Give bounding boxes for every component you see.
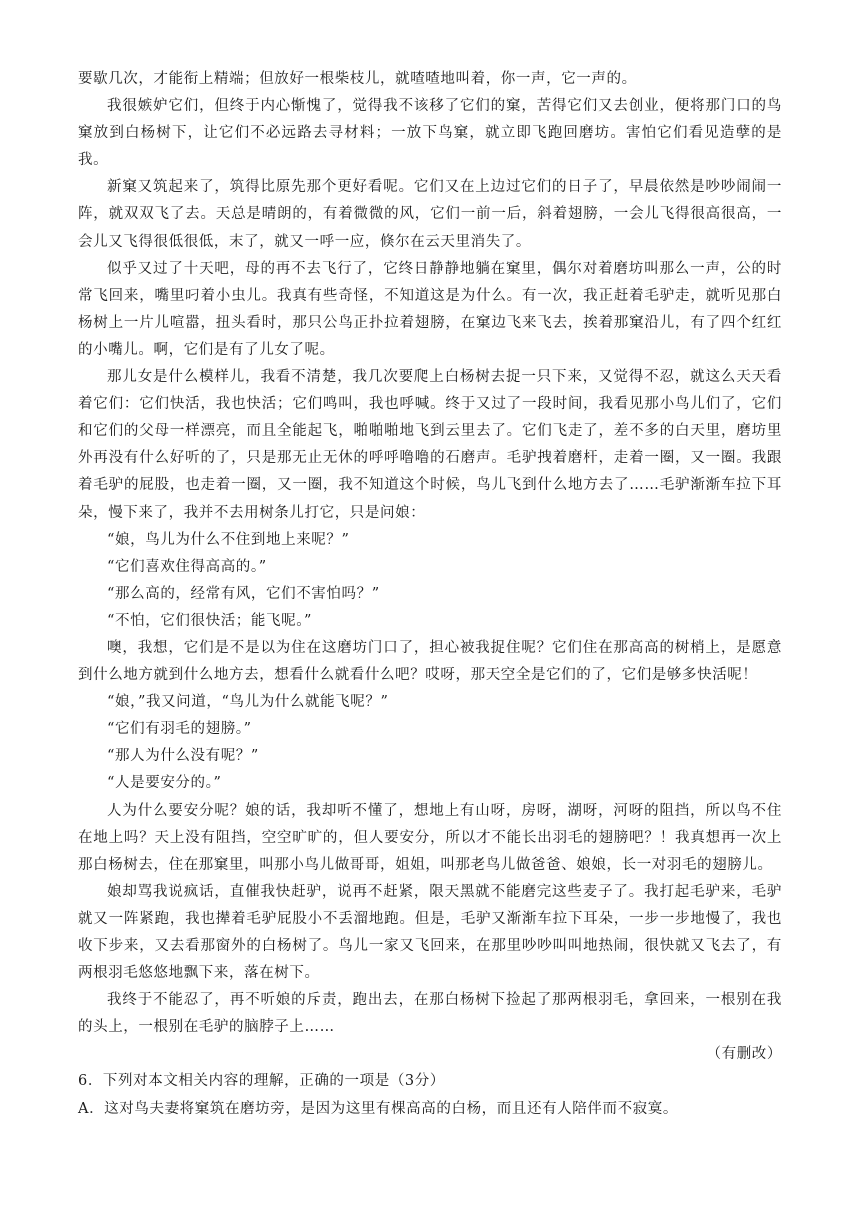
- dialogue-line-5: “娘，”我又问道，“鸟儿为什么就能飞呢？”: [107, 694, 389, 711]
- document-page: [78, 66, 782, 1123]
- passage-paragraph-15: 娘却骂我说疯话，直催我快赶驴，说再不赶紧，限天黑就不能磨完这些麦子了。我打起毛驴来，毛驴就又一阵紧跑，我也撵着毛驴屁股小不丢溜地跑。但是，毛驴又渐渐车拉下耳朵，一步一步地慢了，我也收下步来，又去看那窗外的白杨树了。鸟儿一家又飞回来，在那里吵吵叫叫地热闹，很快就又飞去了，有两根羽毛悠悠地飘下来，落在树下。: [78, 883, 782, 982]
- passage-paragraph-1: 我很嫉妒它们，但终于内心惭愧了，觉得我不该移了它们的窠，苦得它们又去创业，便将那门口的鸟窠放到白杨树下，让它们不必远路去寻材料；一放下鸟窠，就立即飞跑回磨坊。害怕它们看见造孽的是我。: [78, 98, 782, 169]
- question-option-a: A．这对鸟夫妻将窠筑在磨坊旁，是因为这里有棵高高的白杨，而且还有人陪伴而不寂寞。: [78, 1100, 678, 1117]
- passage-paragraph-14: 人为什么要安分呢？娘的话，我却听不懂了，想地上有山呀，房呀，湖呀，河呀的阻挡，所以鸟不住在地上吗？天上没有阻挡，空空旷旷的，但人要安分，所以才不能长出羽毛的翅膀吧？！我真想再一次上那白杨树去，住在那窠里，叫那小鸟儿做哥哥，姐姐，叫那老鸟儿做爸爸、娘娘，长一对羽毛的翅膀儿。: [78, 802, 782, 873]
- dialogue-line-1: “娘，鸟儿为什么不住到地上来呢？”: [107, 531, 350, 548]
- passage-paragraph-4: 那儿女是什么模样儿，我看不清楚，我几次要爬上白杨树去捉一只下来，又觉得不忍，就这么天天看着它们：它们快活，我也快活；它们鸣叫，我也呼喊。终于又过了一段时间，我看见那小鸟儿们了，它们和它们的父母一样漂亮，而且全能起飞，啪啪啪地飞到云里去了。它们飞走了，差不多的白天里，磨坊里外再没有什么好听的了，只是那无止无休的呼呼噜噜的石磨声。毛驴拽着磨杆，走着一圈，又一圈。我跟着毛驴的屁股，也走着一圈，又一圈，我不知道这个时候，鸟儿飞到什么地方去了……毛驴渐渐车拉下耳朵，慢下来了，我并不去用树条儿打它，只是问娘：: [78, 369, 782, 521]
- passage-paragraph-2: 新窠又筑起来了，筑得比原先那个更好看呢。它们又在上边过它们的日子了，早晨依然是吵吵闹闹一阵，就双双飞了去。天总是晴朗的，有着微微的风，它们一前一后，斜着翅膀，一会儿飞得很高很高，一会儿又飞得很低很低，末了，就又一呼一应，倏尔在云天里消失了。: [78, 179, 782, 250]
- dialogue-line-2: “它们喜欢住得高高的。”: [107, 558, 267, 575]
- dialogue-line-3: “那么高的，经常有风，它们不害怕吗？”: [107, 585, 380, 602]
- source-note: （有删改）: [706, 1046, 782, 1063]
- passage-paragraph-0: 要歇几次，才能衔上精端；但放好一根柴枝儿，就喳喳地叫着，你一声，它一声的。: [78, 71, 637, 87]
- passage-paragraph-9: 噢，我想，它们是不是以为住在这磨坊门口了，担心被我捉住呢？它们住在那高高的树梢上，是愿意到什么地方就到什么地方去，想看什么就看什么吧？哎呀，那天空全是它们的了，它们是够多快活呢！: [78, 639, 782, 684]
- dialogue-line-8: “人是要安分的。”: [107, 775, 222, 792]
- dialogue-line-7: “那人为什么没有呢？”: [107, 748, 259, 765]
- question-stem: 6．下列对本文相关内容的理解，正确的一项是（3分）: [78, 1073, 445, 1090]
- dialogue-line-6: “它们有羽毛的翅膀。”: [107, 721, 252, 738]
- dialogue-line-4: “不怕，它们很快活；能飞呢。”: [107, 612, 313, 629]
- passage-paragraph-16: 我终于不能忍了，再不听娘的斥责，跑出去，在那白杨树下捡起了那两根羽毛，拿回来，一根别在我的头上，一根别在毛驴的脑脖子上……: [78, 992, 782, 1036]
- passage-paragraph-3: 似乎又过了十天吧，母的再不去飞行了，它终日静静地躺在窠里，偶尔对着磨坊叫那么一声，公的时常飞回来，嘴里叼着小虫儿。我真有些奇怪，不知道这是为什么。有一次，我正赶着毛驴走，就听见那白杨树上一片儿喧嚣，扭头看时，那只公鸟正扑拉着翅膀，在窠边飞来飞去，挨着那窠沿儿，有了四个红红的小嘴儿。啊，它们是有了儿女了呢。: [78, 260, 782, 358]
